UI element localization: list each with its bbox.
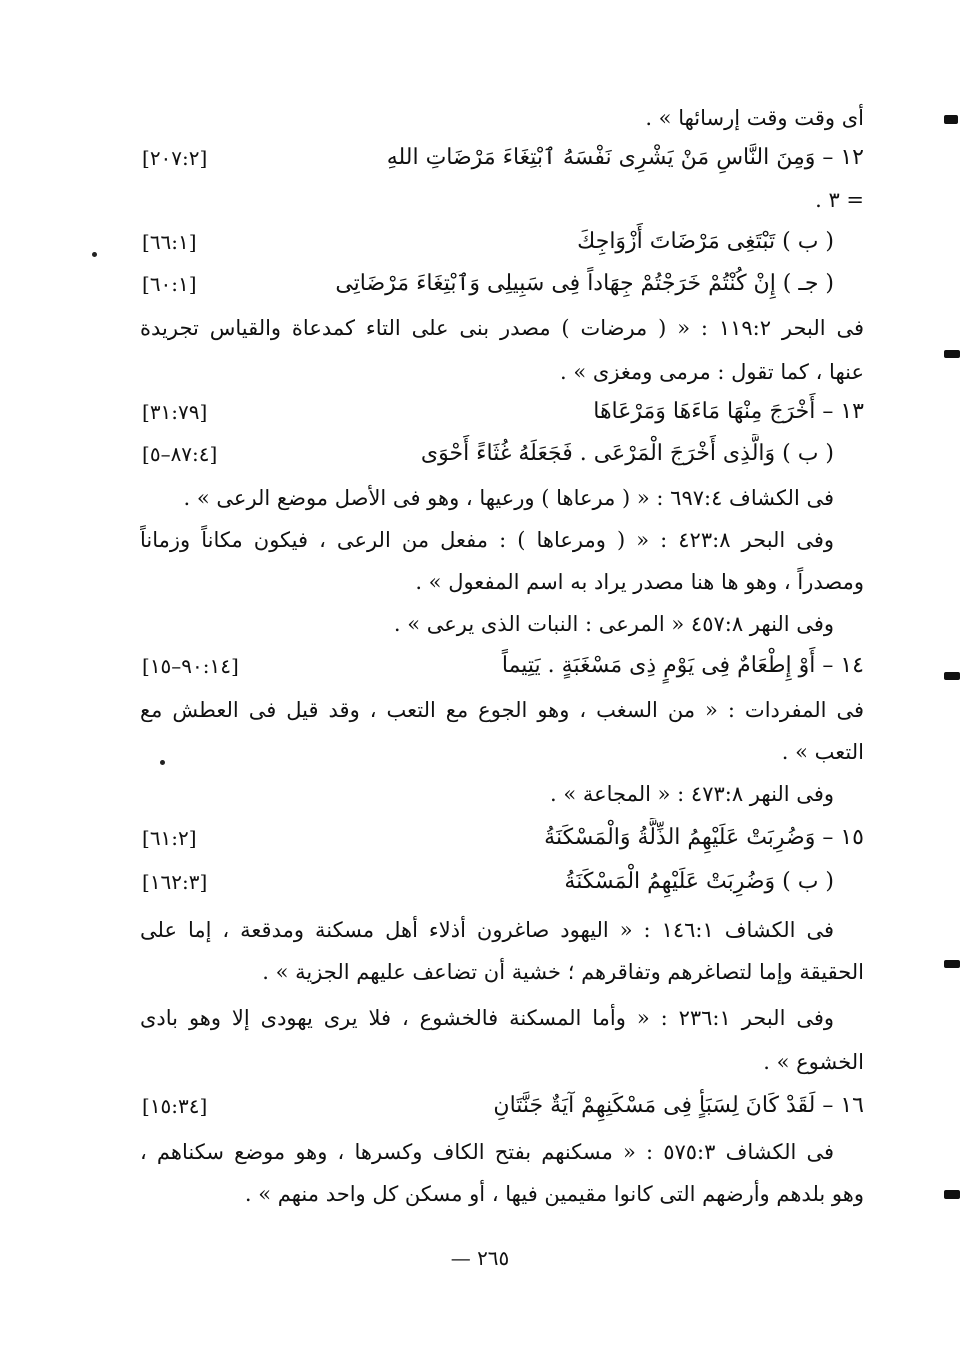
commentary-line: وهو بلدهم وأرضهم التى كانوا مقيمين فيها ، أو مسكن كل واحد منهم » . — [244, 1182, 864, 1206]
text-line-3: = ٣ . — [815, 188, 864, 212]
commentary-line: ومصدراً ، وهو ها هنا مصدر يراد به اسم المفعول » . — [415, 570, 864, 594]
verse-ref-13b: [٨٧:٤–٥] — [142, 442, 218, 466]
verse-12: ١٢ – وَمِنَ النَّاسِ مَنْ يَشْرِى نَفْسَهُ ٱبْتِغَاءَ مَرْضَاتِ اللهِ — [386, 145, 864, 170]
verse-ref-13: [٣١:٧٩] — [142, 400, 208, 424]
verse-ref-12b: [٦٦:١] — [142, 230, 197, 254]
verse-ref-12c: [٦٠:١] — [142, 272, 197, 296]
commentary-line: عنها ، كما تقول : مرمى ومغزى » . — [560, 360, 864, 384]
verse-14: ١٤ – أَوْ إِطْعَامٌ فِى يَوْمٍ ذِى مَسْغَبَةٍ . يَتِيماً — [501, 653, 864, 678]
commentary-line: وفى البحر ٤٢٣:٨ : « ( ومرعاها ) : مفعل من الرعى ، فيكون مكاناً وزماناً — [140, 528, 835, 552]
verse-15: ١٥ – وَضُرِبَتْ عَلَيْهِمُ الذِّلَّةُ وَالْمَسْكَنَةُ — [544, 825, 864, 850]
scan-speck — [92, 252, 97, 257]
scan-speck — [160, 760, 165, 765]
verse-12c: ( جـ ) إِنْ كُنْتُمْ خَرَجْتُمْ جِهَاداً فِى سَبِيلِى وَٱبْتِغَاءَ مَرْضَاتِى — [335, 271, 834, 296]
scan-edge-mark — [944, 1190, 960, 1199]
verse-13: ١٣ – أَخْرَجَ مِنْهَا مَاءَهَا وَمَرْعَاهَا — [593, 399, 864, 424]
commentary-line: وفى النهر ٤٧٣:٨ : « المجاعة » . — [549, 782, 834, 806]
commentary-line: فى الكشاف ٥٧٥:٣ : « مسكنهم بفتح الكاف وكسرها ، وهو موضع سكناهم ، — [140, 1140, 835, 1164]
page-number: — ٢٦٥ — [450, 1246, 510, 1270]
scan-edge-mark — [944, 672, 960, 680]
verse-ref-14: [٩٠:١٤–١٥] — [142, 654, 239, 678]
commentary-line: فى المفردات : « من السغب ، وهو الجوع مع التعب ، وقد قيل فى العطش مع — [140, 698, 864, 722]
scan-edge-mark — [944, 350, 960, 358]
verse-ref-12: [٢٠٧:٢] — [142, 146, 208, 170]
commentary-line: فى البحر ١١٩:٢ : « ( مرضات ) مصدر بنى على التاء كمدعاة والقياس تجريدة — [140, 316, 864, 340]
scan-edge-mark — [944, 115, 958, 124]
commentary-line: وفى البحر ٢٣٦:١ : « وأما المسكنة فالخشوع ، فلا يرى يهودى إلا وهو بادى — [140, 1006, 834, 1030]
scan-edge-mark — [944, 960, 960, 968]
commentary-line: الخشوع » . — [763, 1050, 864, 1074]
verse-ref-15: [٦١:٢] — [142, 826, 197, 850]
commentary-line: فى الكشاف ١٤٦:١ : « اليهود صاغرون أذلاء أهل مسكنة ومدقعة ، إما على — [140, 918, 835, 942]
commentary-line: الحقيقة وإما لتصاغرهم وتفاقرهم ؛ خشية أن تضاعف عليهم الجزية » . — [262, 960, 864, 984]
commentary-line: وفى النهر ٤٥٧:٨ « المرعى : النبات الذى يرعى » . — [393, 612, 834, 636]
verse-ref-15b: [١٦٢:٣] — [142, 870, 208, 894]
commentary-line: فى الكشاف ٦٩٧:٤ : « ( مرعاها ) ورعيها ، وهو فى الأصل موضع الرعى » . — [183, 486, 834, 510]
verse-ref-16: [١٥:٣٤] — [142, 1094, 208, 1118]
text-line-1: أى وقت وقت إرسائها » . — [645, 106, 864, 130]
commentary-line: التعب » . — [781, 740, 864, 764]
verse-15b: ( ب ) وَضُرِبَتْ عَلَيْهِمُ الْمَسْكَنَةُ — [564, 869, 834, 894]
verse-12b: ( ب ) تَبْتَغِى مَرْضَاتَ أَزْوَاجِكَ — [577, 229, 834, 254]
verse-16: ١٦ – لَقَدْ كَانَ لِسَبَأٍ فِى مَسْكَنِهِمْ آيَةٌ جَنَّتَانِ — [493, 1093, 864, 1118]
verse-13b: ( ب ) وَالَّذِى أَخْرَجَ الْمَرْعَى . فَجَعَلَهُ غُثَاءً أَحْوَى — [420, 441, 834, 466]
